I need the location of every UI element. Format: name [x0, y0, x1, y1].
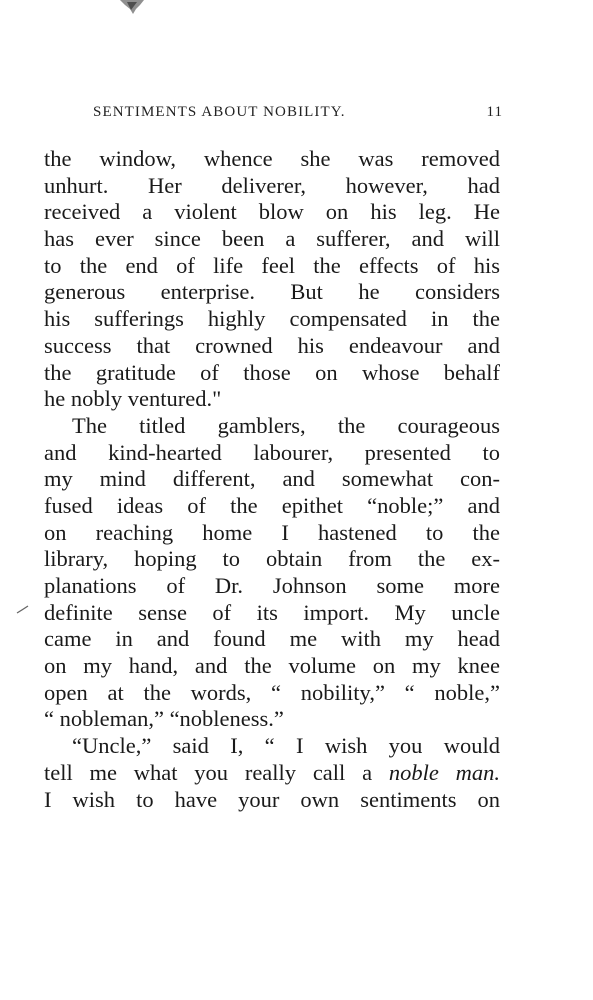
text-line [44, 333, 500, 360]
running-header [93, 104, 503, 128]
text-line [44, 306, 500, 333]
text-line-content: received a violent blow on his leg. He [44, 199, 500, 225]
text-line-content: I wish to have your own sentiments on [44, 786, 500, 812]
text-line-content: “Uncle,” said I, “ I wish you would [72, 733, 500, 759]
text-line-content: to the end of life feel the effects of his [44, 252, 500, 278]
ink-smudge-mark [118, 0, 146, 16]
text-line [44, 386, 500, 413]
text-line [44, 600, 500, 627]
text-line [44, 546, 500, 573]
running-title: SENTIMENTS ABOUT NOBILITY. [93, 104, 346, 120]
text-line-content: “ nobleman,” “nobleness.” [44, 706, 284, 732]
text-line-content: on reaching home I hastened to the [44, 519, 500, 545]
text-line [44, 253, 500, 280]
text-line-content: on my hand, and the volume on my knee [44, 653, 500, 679]
text-line-content: library, hoping to obtain from the ex- [44, 546, 500, 572]
text-line-content: he nobly ventured." [44, 386, 222, 412]
text-line-content: planations of Dr. Johnson some more [44, 573, 500, 598]
text-line-content: came in and found me with my head [44, 626, 500, 652]
text-line-content: fused ideas of the epithet “noble;” and [44, 492, 500, 518]
text-line [44, 573, 500, 600]
text-line-content: has ever since been a sufferer, and will [44, 226, 500, 252]
text-line [44, 733, 500, 760]
text-line [44, 626, 500, 653]
text-line-content: The titled gamblers, the courageous [72, 412, 500, 438]
text-line [44, 199, 500, 226]
text-line [44, 787, 500, 814]
text-line [44, 706, 500, 733]
text-line-content: generous enterprise. But he considers [44, 279, 500, 305]
text-line [44, 653, 500, 680]
text-line-content: his sufferings highly compensated in the [44, 306, 500, 332]
text-line-content: the gratitude of those on whose behalf [44, 359, 500, 385]
text-line [44, 440, 500, 467]
italic-phrase: noble man. [388, 759, 500, 785]
text-line-content: the window, whence she was removed [44, 146, 500, 171]
text-line [44, 680, 500, 707]
text-line-content: open at the words, “ nobility,” “ noble,” [44, 679, 500, 705]
text-line [44, 226, 500, 253]
text-line [44, 146, 500, 173]
text-line [44, 279, 500, 306]
margin-pencil-mark [16, 604, 30, 618]
text-line [44, 520, 500, 547]
page-number: 11 [486, 104, 503, 120]
text-line [44, 173, 500, 200]
text-line-content: and kind-hearted labourer, presented to [44, 439, 500, 465]
text-line-content: unhurt. Her deliverer, however, had [44, 172, 500, 198]
text-line [44, 466, 500, 493]
text-line [44, 493, 500, 520]
text-line [44, 413, 500, 440]
body-text [44, 146, 500, 813]
text-line-content: my mind different, and somewhat con- [44, 466, 500, 492]
text-line [44, 360, 500, 387]
text-line-content: success that crowned his endeavour and [44, 332, 500, 358]
text-line-content: definite sense of its import. My uncle [44, 599, 500, 625]
text-line-content: tell me what you really call a [44, 759, 389, 785]
text-line [44, 760, 500, 787]
